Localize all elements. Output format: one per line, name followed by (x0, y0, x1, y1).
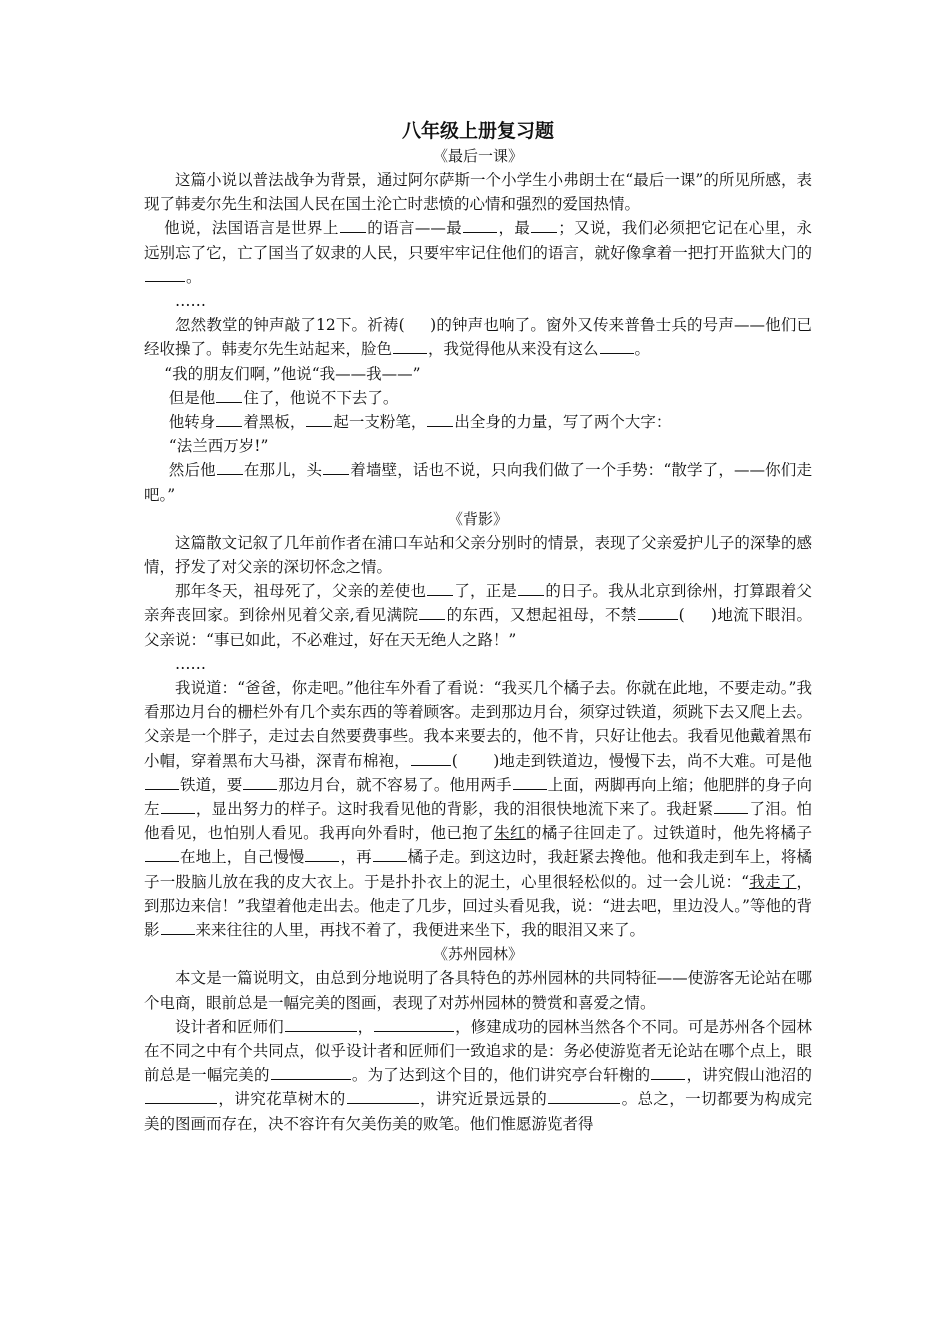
fill-blank[interactable] (145, 265, 185, 282)
paragraph: 他转身 着黑板， 起一支粉笔， 出全身的力量，写了两个大字： (144, 410, 812, 434)
fill-blank[interactable] (145, 1087, 217, 1104)
fill-blank[interactable] (419, 603, 445, 620)
fill-blank[interactable] (243, 773, 277, 790)
fill-blank[interactable] (271, 1063, 351, 1080)
underlined-text: 我走了 (749, 872, 797, 891)
paragraph: 但是他 住了，他说不下去了。 (144, 386, 812, 410)
paragraph: “法兰西万岁!” (168, 437, 269, 456)
paragraph: 然后他 在那儿，头 着墙壁，话也不说，只向我们做了一个手势：“散学了，——你们走吧。” (144, 458, 812, 506)
fill-blank[interactable] (323, 458, 349, 475)
section-heading-suzhou-gardens: 《苏州园林》 (432, 945, 523, 964)
fill-blank[interactable] (518, 579, 544, 596)
fill-blank[interactable] (306, 410, 332, 427)
section-heading-last-lesson: 《最后一课》 (432, 147, 523, 165)
fill-blank[interactable] (305, 845, 339, 862)
ellipsis: …… (175, 292, 206, 311)
paragraph: 这篇小说以普法战争为背景，通过阿尔萨斯一个小学生小弗朗士在“最后一课”的所见所感，表现了韩麦尔先生和法国人民在国土沦亡时悲愤的心情和强烈的爱国热情。 (144, 171, 812, 214)
fill-blank[interactable] (340, 216, 366, 233)
fill-blank[interactable] (651, 1063, 685, 1080)
paragraph: 忽然教堂的钟声敲了12下。祈祷( )的钟声也响了。窗外又传来普鲁士兵的号声——他们已经收操了。韩麦尔先生站起来，脸色 ，我觉得他从来没有这么 。 (144, 316, 813, 359)
fill-blank[interactable] (216, 386, 242, 403)
paragraph: “我的朋友们啊，”他说“我——我——” (164, 364, 421, 383)
paragraph: 他说，法国语言是世界上 的语言——最 ，最 ；又说，我们必须把它记在心里，永远别忘了它，亡了国当了奴隶的人民，只要牢牢记住他们的语言，就好像拿着一把打开监狱大门的。 (144, 216, 812, 289)
fill-blank[interactable] (600, 337, 634, 354)
page-title: 八年级上册复习题 (401, 120, 554, 142)
fill-blank[interactable] (374, 1015, 454, 1032)
fill-blank[interactable] (714, 797, 748, 814)
fill-blank[interactable] (145, 773, 179, 790)
paragraph: 这篇散文记叙了几年前作者在浦口车站和父亲分别时的情景，表现了父亲爱护儿子的深挚的感情，抒发了对父亲的深切怀念之情。 (144, 533, 812, 577)
fill-blank[interactable] (373, 845, 407, 862)
paragraph: 那年冬天，祖母死了，父亲的差使也 了，正是 的日子。我从北京到徐州，打算跟着父亲奔丧回家。到徐州见着父亲,看见满院 的东西，又想起祖母，不禁 ( )地流下眼泪。父亲说：“事已如此，不必难过，好在天无绝人之路！” (144, 579, 812, 652)
fill-blank[interactable] (145, 845, 179, 862)
fill-blank[interactable] (347, 1087, 419, 1104)
fill-blank[interactable] (548, 1087, 620, 1104)
document-page (144, 118, 812, 1136)
fill-blank[interactable] (217, 458, 243, 475)
fill-blank[interactable] (427, 579, 453, 596)
fill-blank[interactable] (427, 410, 453, 427)
fill-blank[interactable] (411, 749, 451, 766)
fill-blank[interactable] (161, 797, 195, 814)
fill-blank[interactable] (161, 918, 195, 935)
fill-blank[interactable] (216, 410, 242, 427)
fill-blank[interactable] (531, 216, 557, 233)
section-heading-back-view: 《背影》 (447, 509, 508, 528)
fill-blank[interactable] (513, 773, 547, 790)
paragraph: 设计者和匠师们 ， ，修建成功的园林当然各个不同。可是苏州各个园林在不同之中有个共同点，似乎设计者和匠师们一致追求的是：务必使游览者无论站在哪个点上，眼前总是一幅完美的 。为了达到这个目的，他们讲究亭台轩榭的 ，讲究假山池沼的，讲究花草树木的 ，讲究近景远景的 。总之，一切都要为构成完美的图画而存在，决不容许有欠美伤美的败笔。他们惟愿游览者得 (144, 1015, 812, 1136)
fill-blank[interactable] (285, 1015, 357, 1032)
paragraph: 本文是一篇说明文，由总到分地说明了各具特色的苏州园林的共同特征——使游客无论站在哪个电商，眼前总是一幅完美的图画，表现了对苏州园林的赞赏和喜爱之情。 (144, 969, 812, 1012)
fill-blank[interactable] (463, 216, 497, 233)
fill-blank[interactable] (638, 603, 678, 620)
underlined-text: 朱红 (494, 824, 526, 843)
ellipsis: …… (175, 654, 206, 673)
fill-blank[interactable] (393, 337, 427, 354)
paragraph: 我说道：“爸爸，你走吧。”他往车外看了看说：“我买几个橘子去。你就在此地，不要走动。”我看那边月台的栅栏外有几个卖东西的等着顾客。走到那边月台，须穿过铁道，须跳下去又爬上去。父亲是一个胖子，走过去自然要费事些。我本来要去的，他不肯，只好让他去。我看见他戴着黑布小帽，穿着黑布大马褂，深青布棉袍， ( )地走到铁道边，慢慢下去，尚不大难。可是他铁道，要 那边月台，就不容易了。他用两手 上面，两脚再向上缩；他肥胖的身子向左 ，显出努力的样子。这时我看见他的背影，我的泪很快地流下来了。我赶紧 了泪。怕他看见，也怕别人看见。我再向外看时，他已抱了朱红的橘子往回走了。过铁道时，他先将橘子在地上，自己慢慢 ，再 橘子走。到这边时，我赶紧去搀他。他和我走到车上，将橘子一股脑儿放在我的皮大衣上。于是扑扑衣上的泥土，心里很轻松似的。过一会儿说：“我走了，到那边来信！”我望着他走出去。他走了几步，回过头看见我，说：“进去吧，里边没人。”等他的背影 来来往往的人里，再找不着了，我便进来坐下，我的眼泪又来了。 (144, 679, 812, 940)
